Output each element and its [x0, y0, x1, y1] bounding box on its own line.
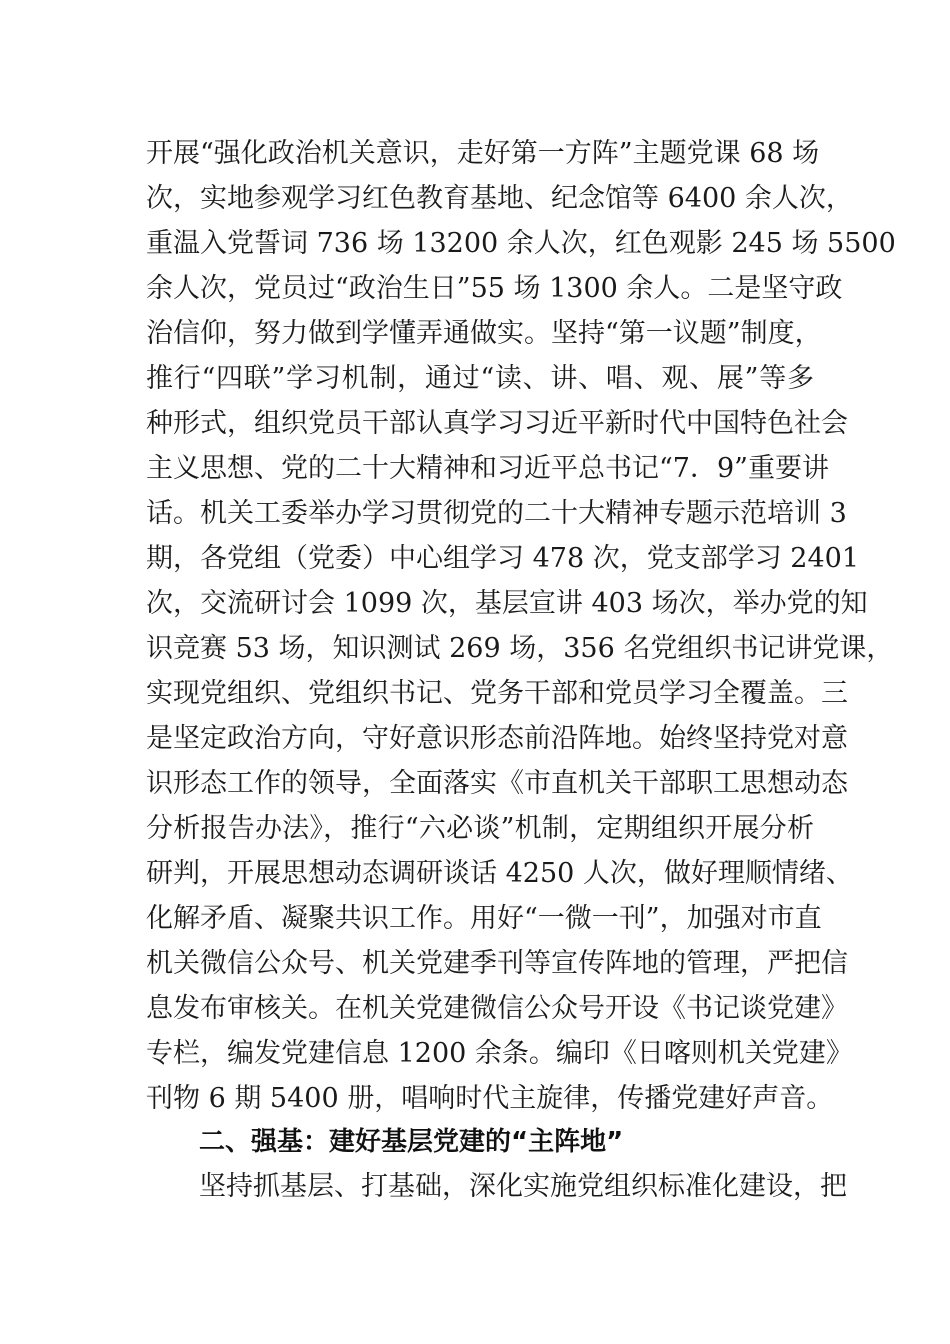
body-text-line: 专栏，编发党建信息 1200 余条。编印《日喀则机关党建》: [146, 1038, 853, 1069]
body-text-line: 识形态工作的领导，全面落实《市直机关干部职工思想动态: [146, 768, 848, 799]
body-text-line: 开展“强化政治机关意识，走好第一方阵”主题党课 68 场: [146, 138, 820, 169]
body-text-line: 次，交流研讨会 1099 次，基层宣讲 403 场次，举办党的知: [146, 588, 868, 619]
section-heading: 二、强基：建好基层党建的“主阵地”: [199, 1127, 624, 1157]
body-text-line: 话。机关工委举办学习贯彻党的二十大精神专题示范培训 3: [146, 498, 847, 529]
body-text-line: 息发布审核关。在机关党建微信公众号开设《书记谈党建》: [146, 993, 848, 1024]
body-text-line: 种形式，组织党员干部认真学习习近平新时代中国特色社会: [146, 408, 848, 439]
body-text-line: 余人次，党员过“政治生日”55 场 1300 余人。二是坚守政: [146, 273, 843, 304]
body-text-line: 主义思想、党的二十大精神和习近平总书记“7．9”重要讲: [146, 453, 829, 484]
body-text-line: 推行“四联”学习机制，通过“读、讲、唱、观、展”等多: [146, 363, 814, 394]
body-text-line: 是坚定政治方向，守好意识形态前沿阵地。始终坚持党对意: [146, 723, 848, 754]
body-text-line: 治信仰，努力做到学懂弄通做实。坚持“第一议题”制度，: [146, 318, 822, 349]
body-text-line: 识竞赛 53 场，知识测试 269 场，356 名党组织书记讲党课，: [146, 633, 894, 664]
body-text-line: 化解矛盾、凝聚共识工作。用好“一微一刊”，加强对市直: [146, 903, 822, 934]
body-text-line: 期，各党组（党委）中心组学习 478 次，党支部学习 2401: [146, 543, 859, 574]
body-text-line: 分析报告办法》，推行“六必谈”机制，定期组织开展分析: [146, 813, 814, 844]
body-text-line-last: 刊物 6 期 5400 册，唱响时代主旋律，传播党建好声音。: [146, 1083, 834, 1114]
body-text-line: 重温入党誓词 736 场 13200 余人次，红色观影 245 场 5500: [146, 228, 896, 259]
body-text-line: 机关微信公众号、机关党建季刊等宣传阵地的管理，严把信: [146, 948, 848, 979]
body-text-line: 实现党组织、党组织书记、党务干部和党员学习全覆盖。三: [146, 678, 848, 709]
next-paragraph-first-line: 坚持抓基层、打基础，深化实施党组织标准化建设，把: [199, 1171, 847, 1202]
body-text-line: 次，实地参观学习红色教育基地、纪念馆等 6400 余人次，: [146, 183, 853, 214]
body-text-line: 研判，开展思想动态调研谈话 4250 人次，做好理顺情绪、: [146, 858, 853, 889]
